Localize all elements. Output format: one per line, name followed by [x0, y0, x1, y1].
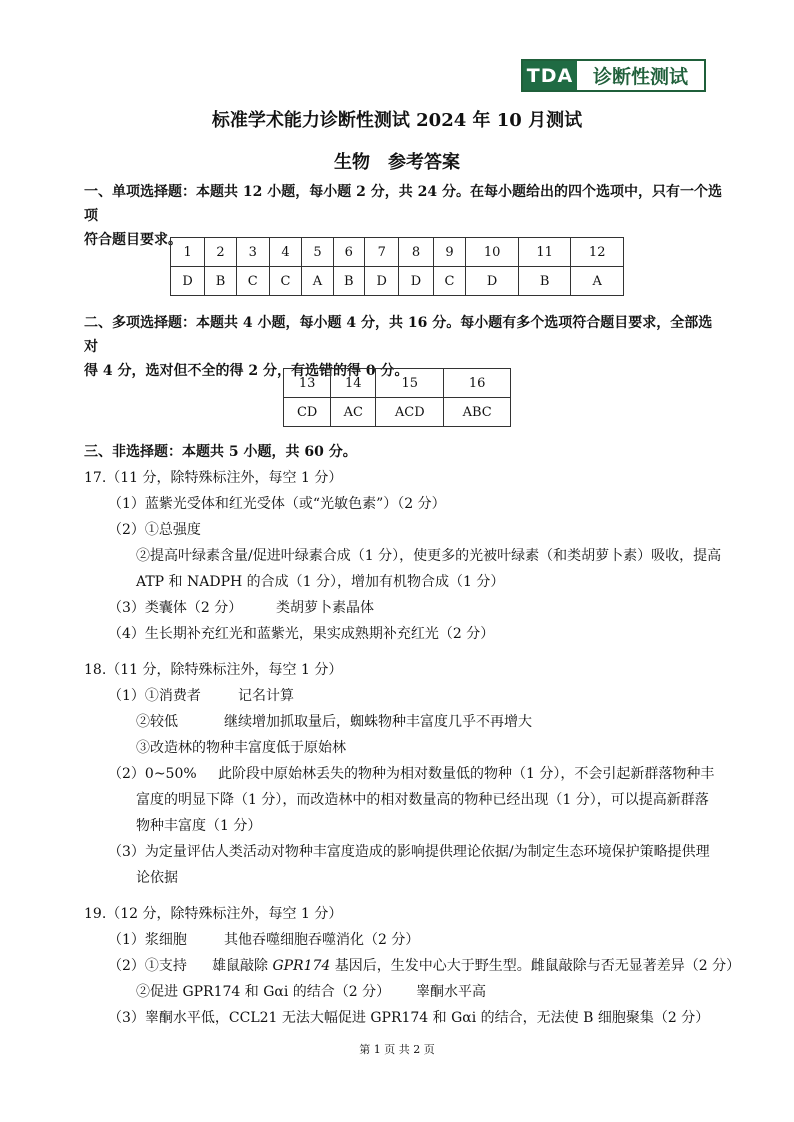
- q17-answer-2-1: （2）①总强度: [108, 522, 201, 538]
- q18-heading: 18.（11 分，除特殊标注外，每空 1 分）: [84, 662, 343, 678]
- q18-answer-2a: （2）0~50%: [108, 766, 197, 782]
- multi-choice-answer-table: [283, 368, 511, 427]
- q18-answer-1-1a: （1）①消费者: [108, 688, 201, 704]
- q17-answer-1: （1）蓝紫光受体和红光受体（或“光敏色素”）（2 分）: [108, 496, 446, 512]
- answer-cell: C: [269, 267, 302, 296]
- multi-choice-numbers-row: [284, 369, 511, 398]
- q-number-cell: 16: [444, 369, 511, 398]
- page-number: 第 1 页 共 2 页: [359, 1043, 435, 1056]
- q18-answer-3-cont: 论依据: [136, 870, 178, 886]
- q-number-cell: 15: [376, 369, 444, 398]
- q-number-cell: 13: [284, 369, 331, 398]
- multi-choice-answers-row: [284, 398, 511, 427]
- q19-answer-2-2b: 睾酮水平高: [416, 984, 486, 1000]
- q-number-cell: 3: [236, 238, 269, 267]
- answer-cell: A: [571, 267, 624, 296]
- q18-answer-2-cont2: 物种丰富度（1 分）: [136, 818, 262, 834]
- section2-heading-line2: 得 4 分，选对但不全的得 2 分，有选错的得 0 分。: [84, 363, 409, 379]
- q18-answer-2-cont: 富度的明显下降（1 分），而改造林中的相对数量高的物种已经出现（1 分），可以提高新群落: [136, 792, 709, 808]
- logo-tda: TDA: [523, 61, 577, 90]
- q19-answer-3: （3）睾酮水平低，CCL21 无法大幅促进 GPR174 和 Gαi 的结合，无法使 B 细胞聚集（2 分）: [108, 1010, 710, 1026]
- q19-answer-1a: （1）浆细胞: [108, 932, 187, 948]
- answer-cell: ABC: [444, 398, 511, 427]
- q19-answer-1b: 其他吞噬细胞吞噬消化（2 分）: [224, 932, 420, 948]
- q17-heading: 17.（11 分，除特殊标注外，每空 1 分）: [84, 470, 343, 486]
- q-number-cell: 11: [518, 238, 571, 267]
- answer-cell: D: [171, 267, 205, 296]
- q19-text: 基因后，生发中心大于野生型。雌鼠敲除与否无显著差异（2 分）: [330, 958, 741, 974]
- q19-answer-2-2a: ②促进 GPR174 和 Gαi 的结合（2 分）: [136, 984, 391, 1000]
- q19-answer-2-1b: [212, 955, 740, 977]
- q17-answer-2-2-cont: ATP 和 NADPH 的合成（1 分），增加有机物合成（1 分）: [136, 574, 505, 590]
- answer-cell: D: [399, 267, 433, 296]
- q18-answer-3: （3）为定量评估人类活动对物种丰富度造成的影响提供理论依据/为制定生态环境保护策略提供理: [108, 844, 710, 860]
- q-number-cell: 6: [333, 238, 365, 267]
- answer-cell: D: [365, 267, 399, 296]
- answer-cell: A: [302, 267, 333, 296]
- q18-answer-2b: 此阶段中原始林丢失的物种为相对数量低的物种（1 分），不会引起新群落物种丰: [218, 766, 715, 782]
- q19-text: 雄鼠敲除: [212, 958, 273, 974]
- q-number-cell: 7: [365, 238, 399, 267]
- answer-cell: B: [205, 267, 237, 296]
- q18-answer-1-2b: 继续增加抓取量后，蜘蛛物种丰富度几乎不再增大: [224, 714, 532, 730]
- q17-answer-2-2: ②提高叶绿素含量/促进叶绿素合成（1 分），使更多的光被叶绿素（和类胡萝卜素）吸收，提高: [136, 548, 722, 564]
- q19-heading: 19.（12 分，除特殊标注外，每空 1 分）: [84, 906, 343, 922]
- answer-cell: AC: [331, 398, 376, 427]
- logo-text: 诊断性测试: [592, 66, 688, 88]
- tda-logo: [521, 59, 706, 92]
- single-choice-answers-row: [171, 267, 624, 296]
- q-number-cell: 1: [171, 238, 205, 267]
- gene-name: GPR174: [272, 958, 331, 974]
- answer-cell: C: [433, 267, 466, 296]
- single-choice-numbers-row: [171, 238, 624, 267]
- section2-heading-line1: 二、多项选择题：本题共 4 小题，每小题 4 分，共 16 分。每小题有多个选项符合题目要求，全部选对: [84, 315, 713, 355]
- answer-cell: CD: [284, 398, 331, 427]
- q19-answer-2-1a: （2）①支持: [108, 958, 187, 974]
- answer-cell: B: [333, 267, 365, 296]
- section3-heading: 三、非选择题：本题共 5 小题，共 60 分。: [84, 444, 357, 460]
- answer-cell: B: [518, 267, 571, 296]
- single-choice-answer-table: [170, 237, 624, 296]
- q-number-cell: 4: [269, 238, 302, 267]
- q17-answer-4: （4）生长期补充红光和蓝紫光，果实成熟期补充红光（2 分）: [108, 626, 495, 642]
- section1-heading-line1: 一、单项选择题：本题共 12 小题，每小题 2 分，共 24 分。在每小题给出的四个选项中，只有一个选项: [84, 184, 722, 224]
- q18-answer-1-2a: ②较低: [136, 714, 178, 730]
- q-number-cell: 14: [331, 369, 376, 398]
- q18-answer-1-3: ③改造林的物种丰富度低于原始林: [136, 740, 346, 756]
- q-number-cell: 10: [466, 238, 519, 267]
- q-number-cell: 9: [433, 238, 466, 267]
- answer-cell: C: [236, 267, 269, 296]
- q17-answer-3b: 类胡萝卜素晶体: [276, 600, 374, 616]
- answer-cell: ACD: [376, 398, 444, 427]
- page-title: 标准学术能力诊断性测试 2024 年 10 月测试: [211, 110, 583, 131]
- q-number-cell: 12: [571, 238, 624, 267]
- q-number-cell: 5: [302, 238, 333, 267]
- q17-answer-3a: （3）类囊体（2 分）: [108, 600, 243, 616]
- q-number-cell: 8: [399, 238, 433, 267]
- section1-heading-line2: 符合题目要求。: [84, 232, 182, 248]
- q18-answer-1-1b: 记名计算: [238, 688, 294, 704]
- q-number-cell: 2: [205, 238, 237, 267]
- page-subtitle: 生物 参考答案: [334, 152, 460, 173]
- answer-cell: D: [466, 267, 519, 296]
